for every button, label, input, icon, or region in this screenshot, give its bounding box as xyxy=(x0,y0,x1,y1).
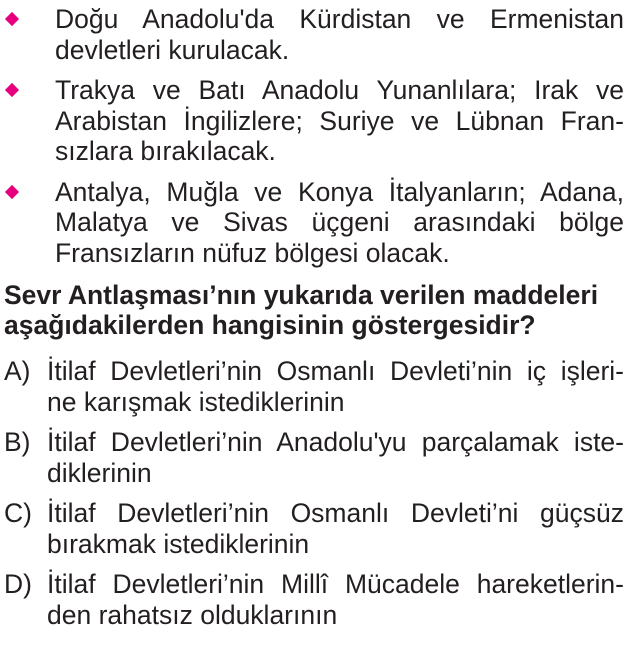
option-text-line: bırakmak istediklerinin xyxy=(47,529,310,559)
article-text-line: Doğu Anadolu'da Kürdistan ve Ermenistan xyxy=(55,4,624,34)
option-letter: D) xyxy=(4,569,32,599)
question-text-line: Sevr Antlaşması’nın yukarıda verilen maddeleri xyxy=(4,280,599,310)
article-text-line: sızlara bırakılacak. xyxy=(55,136,276,166)
option-letter: C) xyxy=(4,498,32,528)
question-stem xyxy=(4,280,624,340)
option-letter: B) xyxy=(4,427,31,457)
diamond-bullet-icon xyxy=(5,184,19,198)
article-text-line: Malatya ve Sivas üçgeni arasındaki bölge xyxy=(55,207,624,237)
option-text-line: İtilaf Devletleri’nin Millî Mücadele hareketlerin- xyxy=(47,569,624,599)
article-text-line: Trakya ve Batı Anadolu Yunanlılara; Irak ve xyxy=(55,75,624,105)
option-d[interactable] xyxy=(4,569,624,631)
article-text-line: Arabistan İngilizlere; Suriye ve Lübnan Fran- xyxy=(55,105,624,136)
article-text-line: Fransızların nüfuz bölgesi olacak. xyxy=(55,237,450,268)
option-letter: A) xyxy=(4,356,31,386)
diamond-bullet-icon xyxy=(5,83,19,97)
option-text-line: diklerinin xyxy=(47,458,152,488)
diamond-bullet-icon xyxy=(5,12,19,26)
option-text-line: İtilaf Devletleri’nin Osmanlı Devleti’ni güçsüz xyxy=(47,498,624,528)
answer-options xyxy=(4,356,624,631)
option-text-line: den rahatsız olduklarının xyxy=(47,600,338,630)
option-text-line: İtilaf Devletleri’nin Osmanlı Devleti’nin iç işleri- xyxy=(47,356,624,386)
article-text-line: devletleri kurulacak. xyxy=(55,34,290,65)
option-b[interactable] xyxy=(4,427,624,489)
option-c[interactable] xyxy=(4,498,624,560)
article-item xyxy=(4,177,624,269)
treaty-articles-list xyxy=(4,4,624,268)
article-text-line: Antalya, Muğla ve Konya İtalyanların; Adana, xyxy=(55,176,624,207)
option-a[interactable] xyxy=(4,356,624,418)
option-text-line: ne karışmak istediklerinin xyxy=(47,387,345,417)
question-text-line: aşağıdakilerden hangisinin göstergesidir? xyxy=(4,310,536,340)
article-item xyxy=(4,4,624,65)
article-item xyxy=(4,75,624,167)
option-text-line: İtilaf Devletleri’nin Anadolu'yu parçalamak iste- xyxy=(47,427,624,457)
